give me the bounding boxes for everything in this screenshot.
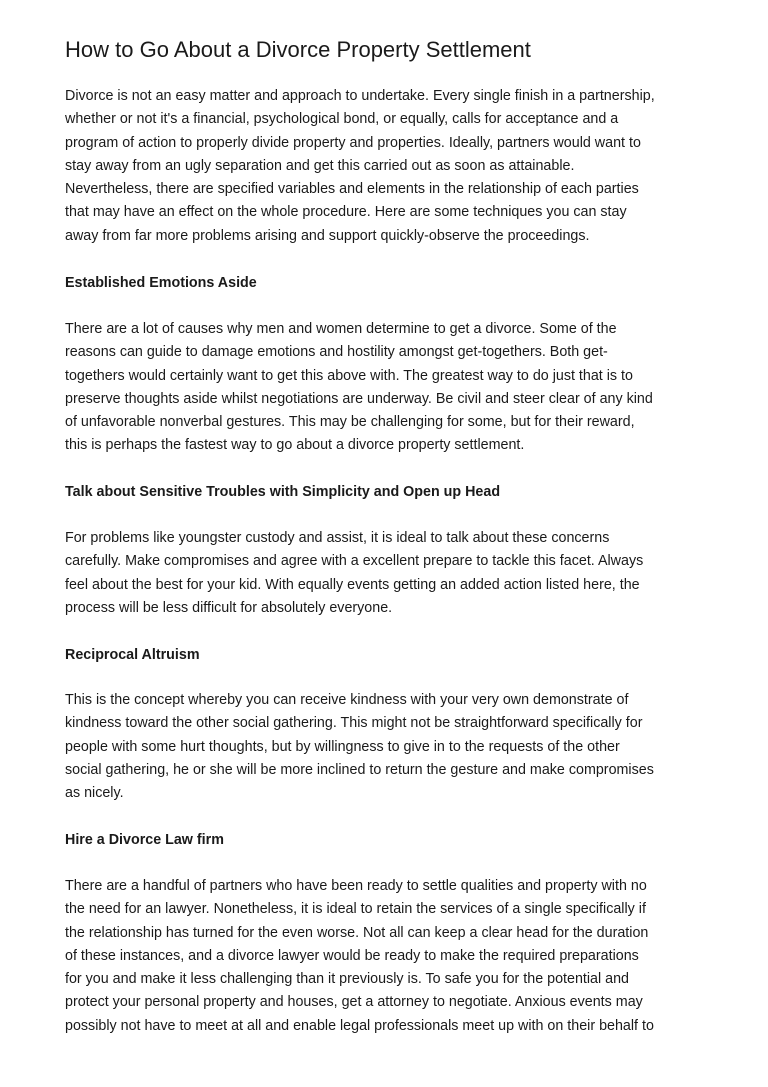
text-line: preserve thoughts aside whilst negotiations are underway. Be civil and steer clear of any kind bbox=[65, 390, 653, 407]
text-line: togethers would certainly want to get this above with. The greatest way to do just that is to bbox=[65, 367, 633, 384]
text-line: protect your personal property and houses, get a attorney to negotiate. Anxious events may bbox=[65, 994, 643, 1011]
text-line: of unfavorable nonverbal gestures. This may be challenging for some, but for their reward, bbox=[65, 414, 635, 431]
text-line: this is perhaps the fastest way to go about a divorce property settlement. bbox=[65, 437, 525, 454]
text-line: that may have an effect on the whole procedure. Here are some techniques you can stay bbox=[65, 204, 627, 221]
section-paragraph bbox=[65, 875, 715, 1038]
text-line: There are a handful of partners who have been ready to settle qualities and property with no bbox=[65, 878, 647, 894]
text-line: social gathering, he or she will be more inclined to return the gesture and make compromises bbox=[65, 761, 654, 778]
section-heading: Established Emotions Aside bbox=[65, 275, 257, 291]
section-heading: Talk about Sensitive Troubles with Simplicity and Open up Head bbox=[65, 484, 501, 500]
text-line: stay away from an ugly separation and get this carried out as soon as attainable. bbox=[65, 157, 575, 174]
text-line: program of action to properly divide property and properties. Ideally, partners would want to bbox=[65, 134, 641, 151]
text-line: feel about the best for your kid. With equally events getting an added action listed here, the bbox=[65, 576, 640, 593]
text-line: reasons can guide to damage emotions and hostility amongst get-togethers. Both get- bbox=[65, 344, 608, 361]
text-line: carefully. Make compromises and agree with a excellent prepare to tackle this facet. Always bbox=[65, 553, 644, 570]
text-line: There are a lot of causes why men and women determine to get a divorce. Some of the bbox=[65, 321, 617, 337]
text-line: away from far more problems arising and support quickly-observe the proceedings. bbox=[65, 227, 590, 244]
text-line: the need for an lawyer. Nonetheless, it is ideal to retain the services of a single specifically if bbox=[65, 901, 646, 918]
text-line: whether or not it's a financial, psychological bond, or equally, calls for acceptance and a bbox=[65, 111, 619, 128]
text-line: as nicely. bbox=[65, 785, 124, 802]
text-line: kindness toward the other social gathering. This might not be straightforward specifically for bbox=[65, 715, 643, 732]
section-paragraph bbox=[65, 689, 715, 805]
text-line: Divorce is not an easy matter and approach to undertake. Every single finish in a partnership, bbox=[65, 88, 655, 104]
page-title: How to Go About a Divorce Property Settlement bbox=[65, 37, 531, 62]
section-paragraph bbox=[65, 527, 715, 620]
text-line: of these instances, and a divorce lawyer would be ready to make the required preparations bbox=[65, 947, 639, 964]
text-line: Nevertheless, there are specified variables and elements in the relationship of each parties bbox=[65, 181, 639, 198]
section-heading: Hire a Divorce Law firm bbox=[65, 832, 224, 848]
text-line: people with some hurt thoughts, but by willingness to give in to the requests of the other bbox=[65, 738, 620, 755]
text-line: the relationship has turned for the even worse. Not all can keep a clear head for the duration bbox=[65, 924, 649, 941]
text-line: possibly not have to meet at all and enable legal professionals meet up with on their behalf to bbox=[65, 1017, 654, 1034]
section-heading: Reciprocal Altruism bbox=[65, 647, 200, 663]
text-line: for you and make it less challenging than it previously is. To safe you for the potential and bbox=[65, 971, 630, 988]
intro-paragraph bbox=[65, 85, 715, 248]
text-line: For problems like youngster custody and assist, it is ideal to talk about these concerns bbox=[65, 530, 610, 546]
section-paragraph bbox=[65, 318, 715, 458]
text-line: process will be less difficult for absolutely everyone. bbox=[65, 599, 393, 616]
text-line: This is the concept whereby you can receive kindness with your very own demonstrate of bbox=[65, 692, 629, 708]
